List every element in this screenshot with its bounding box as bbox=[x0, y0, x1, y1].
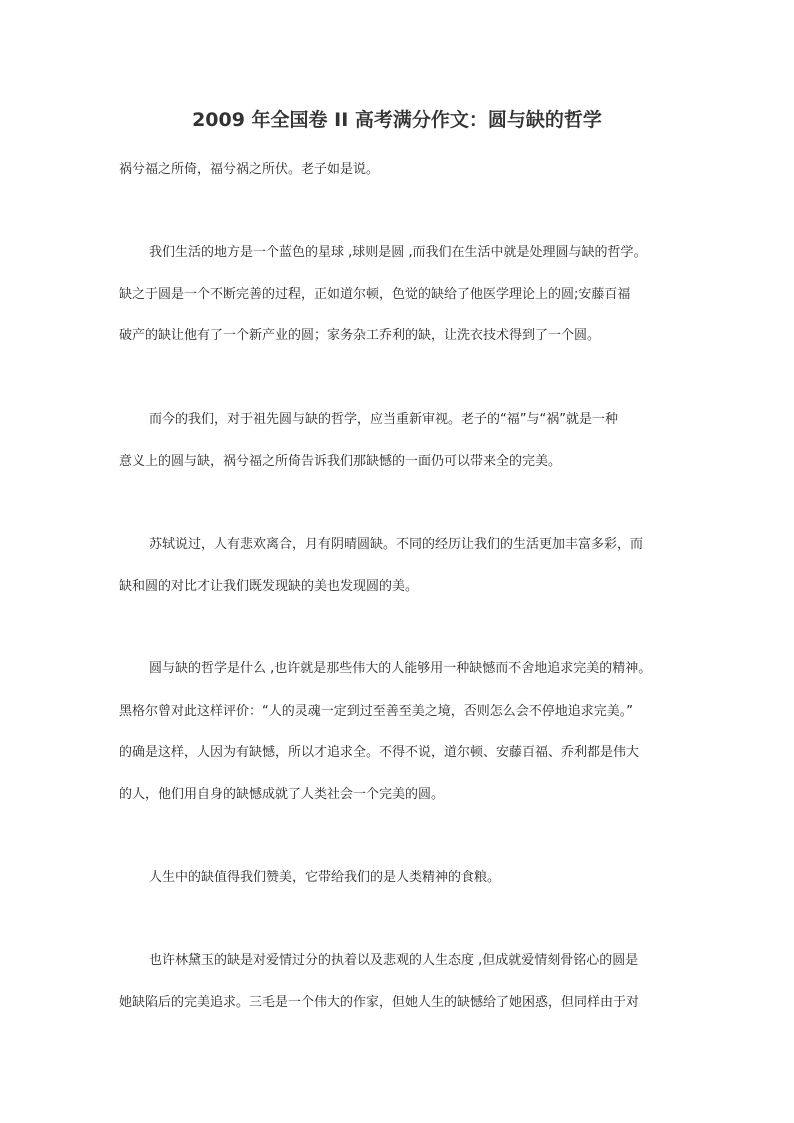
paragraph-line: 我们生活的地方是一个蓝色的星球 ,球则是圆 ,而我们在生活中就是处理圆与缺的哲学。 bbox=[149, 245, 647, 260]
paragraph-line: 黑格尔曾对此这样评价：“人的灵魂一定到过至善至美之境，否则怎么会不停地追求完美。” bbox=[119, 704, 633, 719]
paragraph-line: 苏轼说过，人有悲欢离合，月有阴晴圆缺。不同的经历让我们的生活更加丰富多彩，而 bbox=[149, 537, 644, 552]
paragraph-line: 的人，他们用自身的缺憾成就了人类社会一个完美的圆。 bbox=[119, 787, 445, 802]
paragraph-line: 人生中的缺值得我们赞美，它带给我们的是人类精神的食粮。 bbox=[149, 870, 501, 885]
paragraph-line: 的确是这样，人因为有缺憾，所以才追求全。不得不说，道尔顿、安藤百福、乔利都是伟大 bbox=[119, 745, 640, 760]
document-title: 2009 年全国卷 II 高考满分作文：圆与缺的哲学 bbox=[192, 109, 602, 131]
paragraph-line: 破产的缺让他有了一个新产业的圆；家务杂工乔利的缺，让洗衣技术得到了一个圆。 bbox=[119, 328, 601, 343]
paragraph-line: 而今的我们，对于祖先圆与缺的哲学，应当重新审视。老子的“福”与“祸”就是一种 bbox=[149, 412, 618, 427]
paragraph-line: 缺和圆的对比才让我们既发现缺的美也发现圆的美。 bbox=[119, 579, 419, 594]
paragraph-line: 也许林黛玉的缺是对爱情过分的执着以及悲观的人生态度 ,但成就爱情刻骨铭心的圆是 bbox=[149, 953, 639, 968]
paragraph-line: 她缺陷后的完美追求。三毛是一个伟大的作家，但她人生的缺憾给了她困惑，但同样由于对 bbox=[119, 995, 640, 1010]
paragraph-line: 圆与缺的哲学是什么 ,也许就是那些伟大的人能够用一种缺憾而不舍地追求完美的精神。 bbox=[149, 661, 652, 676]
paragraph-line: 缺之于圆是一个不断完善的过程，正如道尔顿，色觉的缺给了他医学理论上的圆;安藤百福 bbox=[119, 287, 631, 302]
paragraph-line: 意义上的圆与缺，祸兮福之所倚告诉我们那缺憾的一面仍可以带来全的完美。 bbox=[119, 454, 562, 469]
paragraph-line: 祸兮福之所倚，福兮祸之所伏。老子如是说。 bbox=[119, 162, 380, 177]
